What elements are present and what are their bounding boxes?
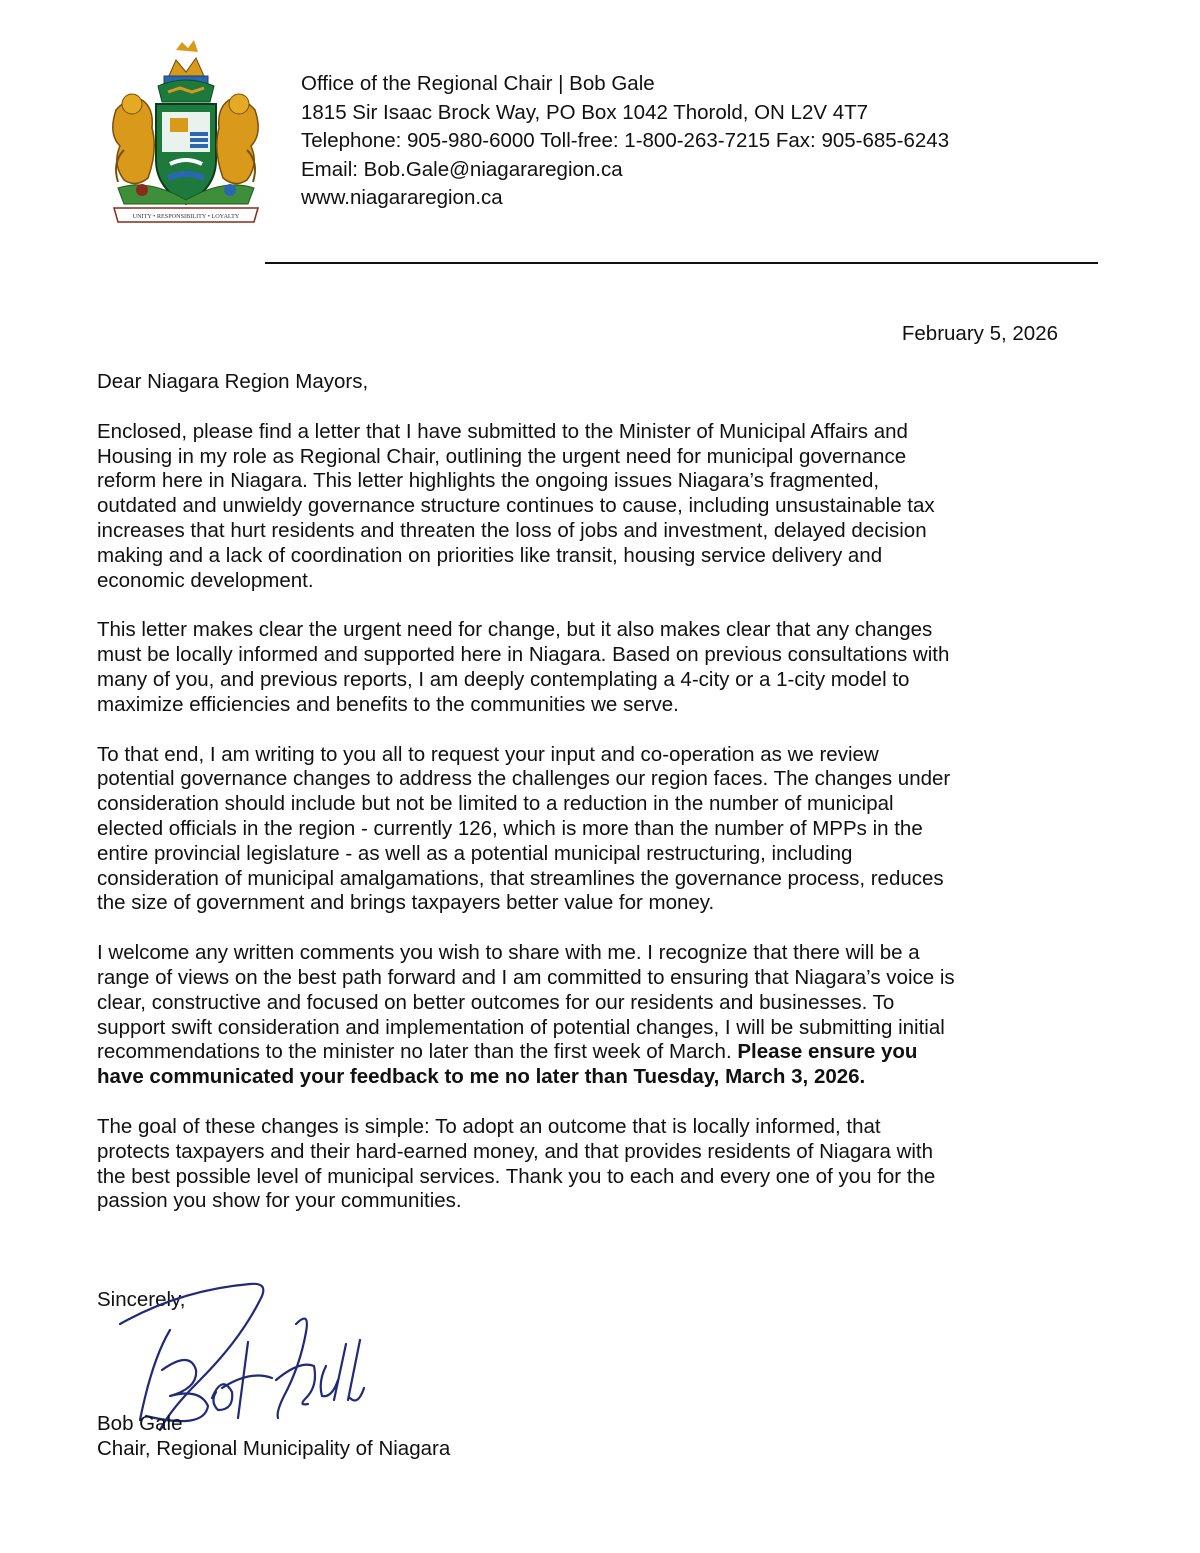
letterhead-address: 1815 Sir Isaac Brock Way, PO Box 1042 Thorold, ON L2V 4T7 <box>301 100 869 124</box>
letterhead-website[interactable]: www.niagararegion.ca <box>301 186 503 210</box>
paragraph-4 <box>97 941 957 1090</box>
niagara-region-crest-logo <box>98 38 273 224</box>
paragraph-5: The goal of these changes is simple: To adopt an outcome that is locally informed, that protects taxpayers and their hard-earned money, and that provides residents of Niagara with the best possible level of municipal services. Thank you to each and every one of you for the passion you show for your communities. <box>97 1114 936 1213</box>
letter-date: February 5, 2026 <box>901 322 1058 345</box>
svg-text:UNITY • RESPONSIBILITY • LOYAL: UNITY • RESPONSIBILITY • LOYALTY <box>132 213 240 220</box>
letterhead-email[interactable]: Email: Bob.Gale@niagararegion.ca <box>301 157 623 181</box>
signatory <box>97 1412 450 1461</box>
paragraph-3: To that end, I am writing to you all to request your input and co-operation as we review potential governance changes to address the challenges our region faces. The changes under consideration should include but not be limited to a reduction in the number of municipal elected officials in the region - currently 126, which is more than the number of MPPs in the entire provincial legislature - as well as a potential municipal restructuring, including consideration of municipal amalgamations, that streamlines the governance process, reduces the size of government and brings taxpayers better value for money. <box>97 742 951 915</box>
signatory-name: Bob Gale <box>97 1412 183 1435</box>
paragraph-4-text: I welcome any written comments you wish to share with me. I recognize that there will be a range of views on the best path forward and I am committed to ensuring that Niagara’s voice is clear, constructive and focused on better outcomes for our residents and businesses. To support swift consideration and implementation of potential changes, I will be submitting initial recommendations to the minister no later than the first week of March. <box>97 941 955 1064</box>
salutation: Dear Niagara Region Mayors, <box>97 370 369 393</box>
letter-body <box>97 370 957 1239</box>
closing: Sincerely, <box>97 1288 186 1311</box>
paragraph-2: This letter makes clear the urgent need for change, but it also makes clear that any changes must be locally informed and supported here in Niagara. Based on previous consultations with many of you, and previous reports, I am deeply contemplating a 4-city or a 1-city model to maximize efficiencies and benefits to the communities we serve. <box>97 618 950 716</box>
paragraph-1: Enclosed, please find a letter that I have submitted to the Minister of Municipal Affairs and Housing in my role as Regional Chair, outlining the urgent need for municipal governance reform here in Niagara. This letter highlights the ongoing issues Niagara’s fragmented, outdated and unwieldy governance structure continues to cause, including unsustainable tax increases that hurt residents and threaten the loss of jobs and investment, delayed decision making and a lack of coordination on priorities like transit, housing service delivery and economic development. <box>97 419 935 592</box>
letterhead-office: Office of the Regional Chair | Bob Gale <box>301 72 655 95</box>
feedback-deadline: Please ensure you have communicated your feedback to me no later than Tuesday, March 3, 2026. <box>97 1040 918 1089</box>
signatory-title: Chair, Regional Municipality of Niagara <box>97 1436 451 1460</box>
letterhead <box>301 70 949 213</box>
letterhead-phones: Telephone: 905-980-6000 Toll-free: 1-800-263-7215 Fax: 905-685-6243 <box>301 129 950 153</box>
letterhead-divider <box>265 262 1098 264</box>
